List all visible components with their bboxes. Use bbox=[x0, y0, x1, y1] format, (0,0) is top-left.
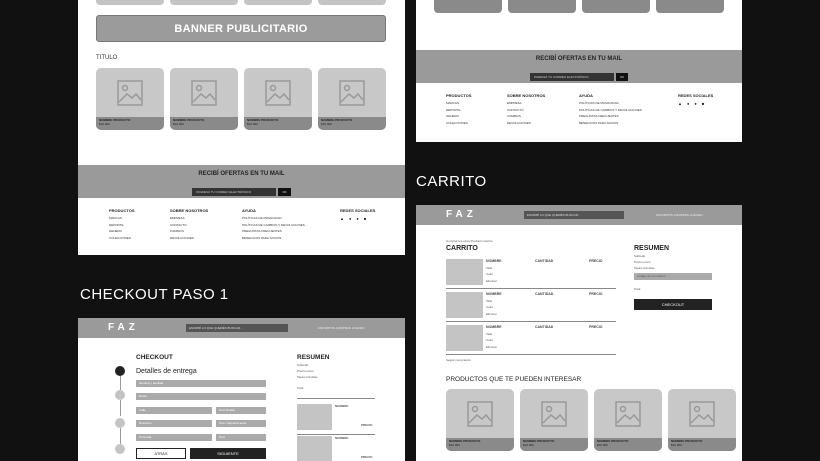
top-cards-strip bbox=[96, 0, 386, 6]
product-price: $10.000 bbox=[247, 121, 258, 126]
footer-col-nosotros: SOBRE NOSOTROS EMPRESA CONTACTO CAMBIOS DEVOLUCIONES bbox=[170, 208, 209, 240]
twitter-icon[interactable]: ▲ bbox=[678, 101, 682, 106]
product-price: $10.000 bbox=[321, 121, 332, 126]
footer-link[interactable]: DEPORTE bbox=[109, 222, 124, 227]
facebook-icon[interactable]: ■ bbox=[701, 101, 705, 106]
pinterest-icon[interactable]: ● bbox=[356, 216, 359, 221]
site-header bbox=[78, 318, 405, 338]
cart-frame bbox=[416, 205, 742, 461]
instagram-icon[interactable]: ● bbox=[686, 101, 690, 106]
step-circle bbox=[115, 418, 125, 428]
footer-link[interactable]: PREGUNTAS FRECUENTES bbox=[579, 114, 619, 118]
product-price: $10.000 bbox=[523, 442, 534, 447]
province-field[interactable]: Provincia bbox=[136, 434, 212, 441]
footer-link[interactable]: GENERO bbox=[109, 229, 123, 233]
newsletter-email-input[interactable]: INGRESÁ TU CORREO ELECTRÓNICO bbox=[530, 73, 614, 81]
home-frame bbox=[78, 0, 405, 255]
footer-link[interactable]: CONTACTO bbox=[170, 222, 187, 227]
promo-code-input[interactable]: Código de promoción bbox=[634, 273, 712, 280]
footer-link[interactable]: EMPRESA bbox=[507, 101, 522, 105]
newsletter-section bbox=[78, 165, 405, 198]
footer-link[interactable]: BENEFICIOS PARA SOCIOS bbox=[242, 235, 282, 240]
next-button[interactable]: SIGUIENTE bbox=[190, 448, 266, 459]
checkout-section-title: CHECKOUT PASO 1 bbox=[80, 286, 229, 303]
image-placeholder-icon bbox=[339, 80, 365, 106]
cart-item: NOMBRE Talle Color Eliminar CANTIDAD PRECIO bbox=[446, 259, 616, 289]
footer-link[interactable]: PREGUNTAS FRECUENTES bbox=[242, 229, 282, 233]
image-placeholder-icon bbox=[191, 80, 217, 106]
image-placeholder-icon bbox=[117, 80, 143, 106]
product-card[interactable] bbox=[318, 68, 386, 130]
checkout-frame bbox=[78, 318, 405, 461]
street-field[interactable]: Calle bbox=[136, 407, 212, 414]
footer-link[interactable]: DEVOLUCIONES bbox=[507, 120, 531, 125]
header-nav[interactable]: FAVORITOS COMPRAS LOGUEO bbox=[318, 326, 365, 330]
product-card[interactable] bbox=[668, 389, 736, 451]
step-circle-active bbox=[115, 366, 125, 376]
remove-link[interactable]: Eliminar bbox=[486, 312, 497, 316]
cart-item: NOMBRE Talle Color Eliminar CANTIDAD PRECIO bbox=[446, 292, 616, 322]
product-name: NOMBRE PRODUCTO bbox=[173, 118, 205, 122]
footer-link[interactable]: CAMBIOS bbox=[170, 229, 184, 233]
checkout-title: CHECKOUT bbox=[136, 354, 173, 361]
product-price: $10.000 bbox=[173, 121, 184, 126]
footer-col-nosotros: SOBRE NOSOTROS EMPRESA CONTACTO CAMBIOS DEVOLUCIONES bbox=[507, 93, 546, 125]
remove-link[interactable]: Eliminar bbox=[486, 345, 497, 349]
product-card[interactable] bbox=[170, 68, 238, 130]
pinterest-icon[interactable]: ● bbox=[694, 101, 697, 106]
footer-link[interactable]: COLECCIONES bbox=[446, 120, 468, 125]
summary-item: NOMBRE PRECIO bbox=[297, 404, 375, 432]
footer-link[interactable]: MARCAS bbox=[109, 216, 122, 220]
footer-link[interactable]: DEVOLUCIONES bbox=[170, 235, 194, 240]
footer-link[interactable]: POLÍTICAS DE CAMBIOS Y DEVOLUCIONES bbox=[579, 107, 642, 112]
product-name: NOMBRE PRODUCTO bbox=[449, 439, 481, 443]
newsletter-email-input[interactable]: INGRESÁ TU CORREO ELECTRÓNICO bbox=[192, 188, 276, 196]
product-name: NOMBRE PRODUCTO bbox=[523, 439, 555, 443]
product-price: $10.000 bbox=[671, 442, 682, 447]
continue-shopping-link[interactable]: Seguir comprando bbox=[446, 358, 471, 362]
footer-link[interactable]: POLÍTICAS DE PRIVACIDAD bbox=[579, 101, 619, 105]
newsletter-title: RECIBÍ OFERTAS EN TU MAIL bbox=[198, 171, 285, 177]
newsletter-title: RECIBÍ OFERTAS EN TU MAIL bbox=[535, 56, 623, 62]
footer-link[interactable]: GENERO bbox=[446, 114, 460, 118]
site-header bbox=[416, 205, 742, 225]
product-price: $10.000 bbox=[449, 442, 460, 447]
step-indicator bbox=[114, 366, 126, 461]
search-input[interactable]: ESCRIBÍ LO QUE QUERÉS BUSCAR... bbox=[186, 324, 288, 332]
footer-link[interactable]: CONTACTO bbox=[507, 107, 524, 112]
footer-col-redes: REDES SOCIALES ▲ ● ● ■ bbox=[340, 208, 376, 221]
cart-title: CARRITO bbox=[446, 245, 478, 252]
page-frame-right bbox=[416, 0, 742, 142]
footer-link[interactable]: CAMBIOS bbox=[507, 114, 521, 118]
product-name: NOMBRE PRODUCTO bbox=[99, 118, 131, 122]
product-price: $10.000 bbox=[99, 121, 110, 126]
product-name: NOMBRE PRODUCTO bbox=[671, 439, 703, 443]
footer-col-productos: PRODUCTOS MARCAS DEPORTE GENERO COLECCIONES bbox=[109, 208, 135, 240]
product-card[interactable] bbox=[96, 68, 164, 130]
remove-link[interactable]: Eliminar bbox=[486, 279, 497, 283]
product-card[interactable] bbox=[594, 389, 662, 451]
postal-code-field[interactable]: Cod. Postal bbox=[216, 407, 266, 414]
site-logo[interactable]: FAZ bbox=[108, 322, 139, 333]
product-name: NOMBRE PRODUCTO bbox=[321, 118, 353, 122]
apartment-field[interactable]: Piso / Departamento bbox=[216, 420, 266, 427]
footer-col-ayuda: AYUDA POLÍTICAS DE PRIVACIDAD POLÍTICAS DE CAMBIOS Y DEVOLUCIONES PREGUNTAS FRECUENTES BENEFICIOS PARA SOCIOS bbox=[579, 93, 642, 125]
footer-link[interactable]: EMPRESA bbox=[170, 216, 185, 220]
name-field[interactable]: Nombre y apellido bbox=[136, 380, 266, 387]
image-placeholder-icon bbox=[467, 401, 493, 427]
footer-link[interactable]: MARCAS bbox=[446, 101, 459, 105]
section-title: TITULO bbox=[96, 55, 118, 61]
instagram-icon[interactable]: ● bbox=[348, 216, 352, 221]
search-input[interactable]: ESCRIBÍ LO QUE QUERÉS BUSCAR... bbox=[524, 211, 624, 219]
facebook-icon[interactable]: ■ bbox=[363, 216, 367, 221]
cart-summary: RESUMEN Subtotal Precio envío Tasas incluídas Código de promoción Total CHECKOUT bbox=[634, 245, 712, 310]
footer-link[interactable]: POLÍTICAS DE PRIVACIDAD bbox=[242, 216, 282, 220]
product-name: NOMBRE PRODUCTO bbox=[597, 439, 629, 443]
twitter-icon[interactable]: ▲ bbox=[340, 216, 344, 221]
checkout-summary: RESUMEN Subtotal Precio envío Tasas incluídas Total bbox=[297, 354, 330, 390]
breadcrumb[interactable]: Comprar los otros Producto Carrito bbox=[446, 239, 493, 243]
carrito-section-title: CARRITO bbox=[416, 173, 487, 190]
newsletter-ok-button[interactable]: OK bbox=[616, 73, 628, 81]
summary-item: NOMBRE PRECIO bbox=[297, 436, 375, 461]
product-card[interactable] bbox=[244, 68, 312, 130]
image-placeholder-icon bbox=[541, 401, 567, 427]
checkout-button[interactable]: CHECKOUT bbox=[634, 299, 712, 310]
email-field[interactable]: Email bbox=[136, 393, 266, 400]
site-logo[interactable]: FAZ bbox=[446, 209, 477, 220]
step-title: Detalles de entrega bbox=[136, 368, 197, 375]
newsletter-section bbox=[416, 50, 742, 83]
cart-item: NOMBRE Talle Color Eliminar CANTIDAD PRECIO bbox=[446, 325, 616, 355]
product-card[interactable] bbox=[520, 389, 588, 451]
footer-link[interactable]: COLECCIONES bbox=[109, 235, 131, 240]
footer-link[interactable]: BENEFICIOS PARA SOCIOS bbox=[579, 120, 619, 125]
footer-col-ayuda: AYUDA POLÍTICAS DE PRIVACIDAD POLÍTICAS DE CAMBIOS Y DEVOLUCIONES PREGUNTAS FRECUENTES BENEFICIOS PARA SOCIOS bbox=[242, 208, 305, 240]
footer-link[interactable]: POLÍTICAS DE CAMBIOS Y DEVOLUCIONES bbox=[242, 222, 305, 227]
image-placeholder-icon bbox=[689, 401, 715, 427]
related-title: PRODUCTOS QUE TE PUEDEN INTERESAR bbox=[446, 376, 582, 383]
product-card[interactable] bbox=[446, 389, 514, 451]
country-select[interactable]: País bbox=[216, 434, 266, 441]
header-nav[interactable]: FAVORITOS COMPRAS LOGUEO bbox=[656, 213, 703, 217]
image-placeholder-icon bbox=[265, 80, 291, 106]
step-circle bbox=[115, 444, 125, 454]
newsletter-ok-button[interactable]: OK bbox=[278, 188, 290, 196]
address-field[interactable]: Dirección bbox=[136, 420, 212, 427]
step-circle bbox=[115, 390, 125, 400]
footer-col-productos: PRODUCTOS MARCAS DEPORTE GENERO COLECCIONES bbox=[446, 93, 472, 125]
image-placeholder-icon bbox=[615, 401, 641, 427]
footer-link[interactable]: DEPORTE bbox=[446, 107, 461, 112]
back-button[interactable]: ATRÁS bbox=[136, 448, 186, 459]
product-price: $10.000 bbox=[597, 442, 608, 447]
footer-col-redes: REDES SOCIALES ▲ ● ● ■ bbox=[678, 93, 714, 106]
product-name: NOMBRE PRODUCTO bbox=[247, 118, 279, 122]
advertising-banner[interactable]: BANNER PUBLICITARIO bbox=[96, 15, 386, 42]
